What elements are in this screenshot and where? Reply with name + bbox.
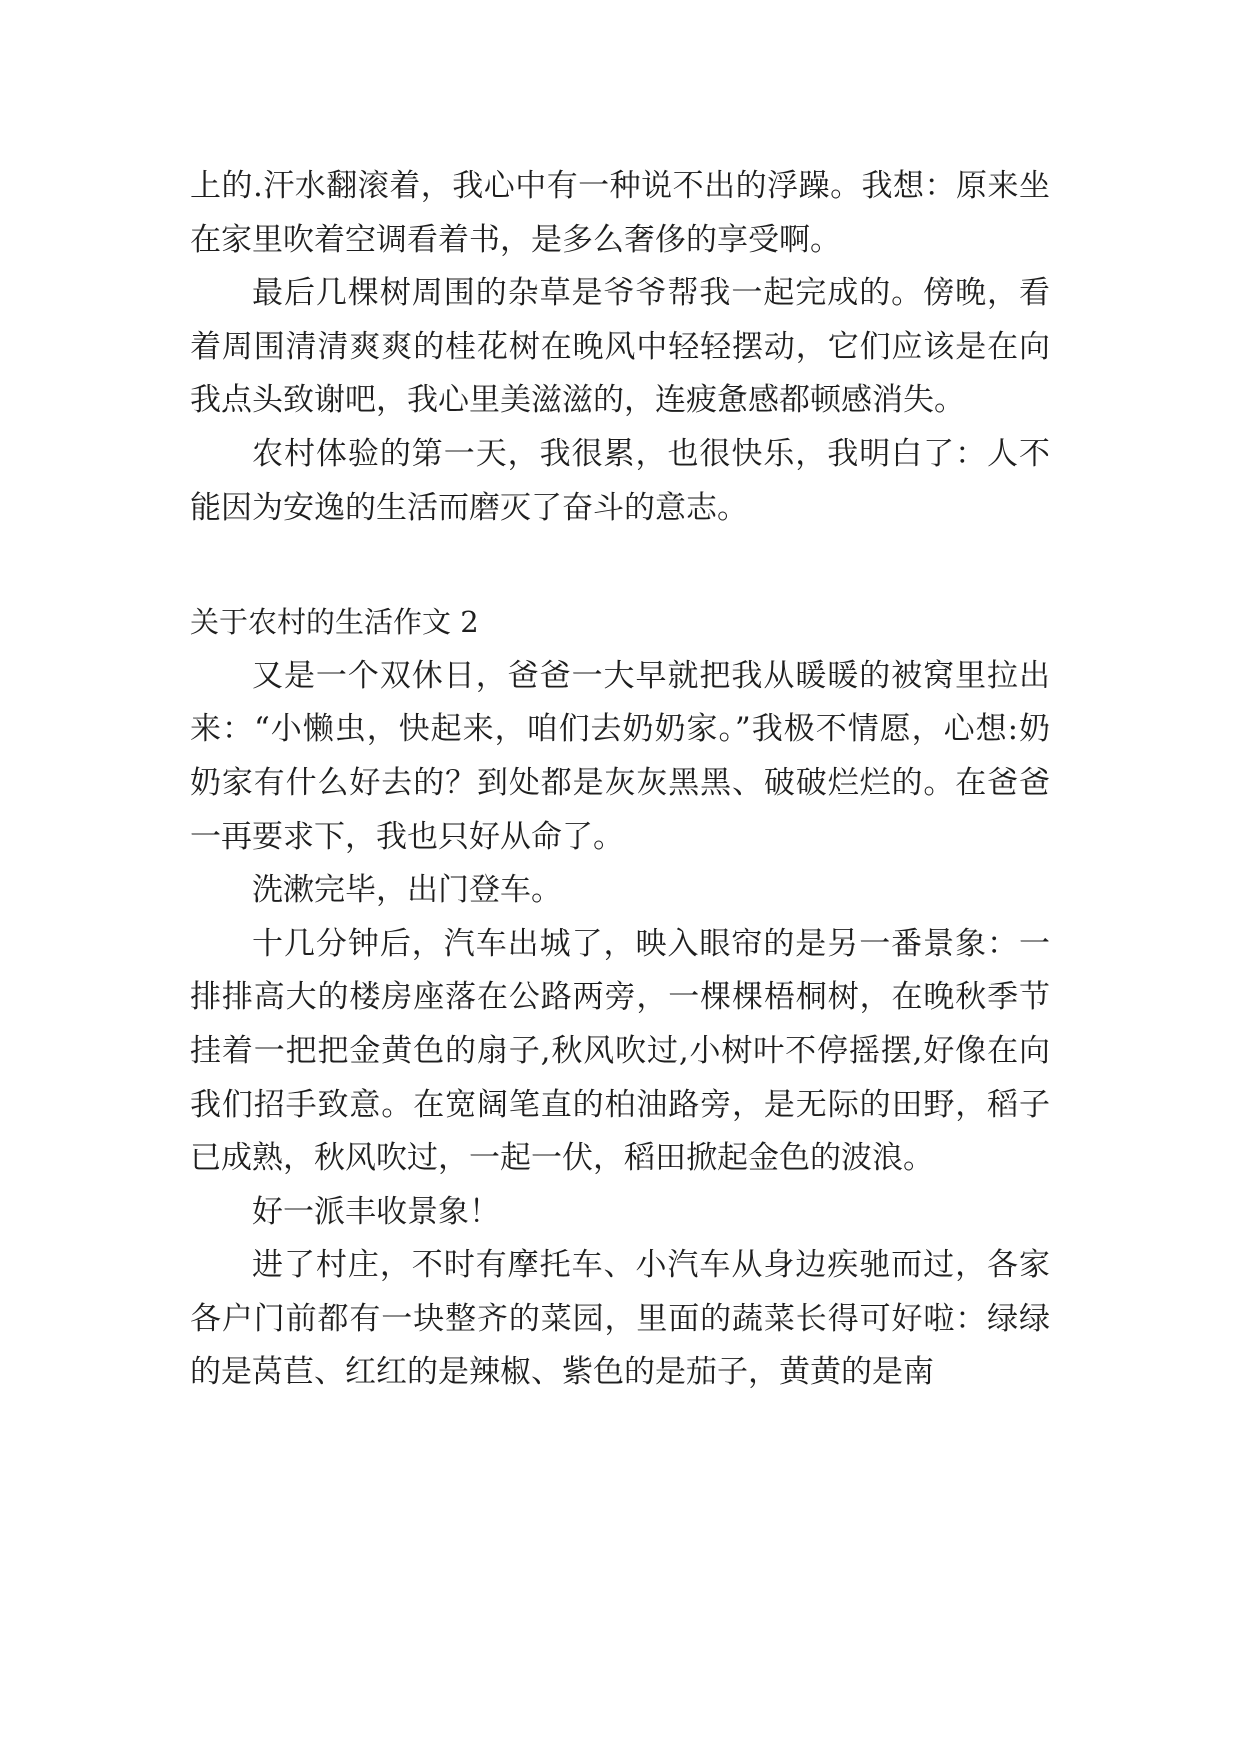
paragraph-7: 好一派丰收景象！ xyxy=(252,1193,500,1230)
section-spacer xyxy=(190,535,1050,596)
paragraph-4: 又是一个双休日，爸爸一大早就把我从暖暖的被窝里拉出来：“小懒虫，快起来，咱们去奶奶家。”我极不情愿，心想:奶奶家有什么好去的？到处都是灰灰黑黑、破破烂烂的。在爸爸一再要求下，我也只好从命了。 xyxy=(190,657,1050,855)
paragraph-2: 最后几棵树周围的杂草是爷爷帮我一起完成的。傍晚，看着周围清清爽爽的桂花树在晚风中轻轻摆动，它们应该是在向我点头致谢吧，我心里美滋滋的，连疲惫感都顿感消失。 xyxy=(190,275,1050,419)
paragraph-8: 进了村庄，不时有摩托车、小汽车从身边疾驰而过，各家各户门前都有一块整齐的菜园，里面的蔬菜长得可好啦：绿绿的是莴苣、红红的是辣椒、紫色的是茄子，黄黄的是南 xyxy=(190,1247,1050,1391)
section-title: 关于农村的生活作文 2 xyxy=(190,605,479,640)
paragraph-1: 上的.汗水翻滚着，我心中有一种说不出的浮躁。我想：原来坐在家里吹着空调看着书，是多么奢侈的享受啊。 xyxy=(190,168,1050,258)
document-body xyxy=(190,160,1050,1400)
paragraph-5: 洗漱完毕，出门登车。 xyxy=(252,872,562,909)
paragraph-3: 农村体验的第一天，我很累，也很快乐，我明白了：人不能因为安逸的生活而磨灭了奋斗的意志。 xyxy=(190,435,1050,526)
paragraph-6: 十几分钟后，汽车出城了，映入眼帘的是另一番景象：一排排高大的楼房座落在公路两旁，一棵棵梧桐树，在晚秋季节挂着一把把金黄色的扇子,秋风吹过,小树叶不停摇摆,好像在向我们招手致意。在宽阔笔直的柏油路旁，是无际的田野，稻子已成熟，秋风吹过，一起一伏，稻田掀起金色的波浪。 xyxy=(190,925,1050,1177)
